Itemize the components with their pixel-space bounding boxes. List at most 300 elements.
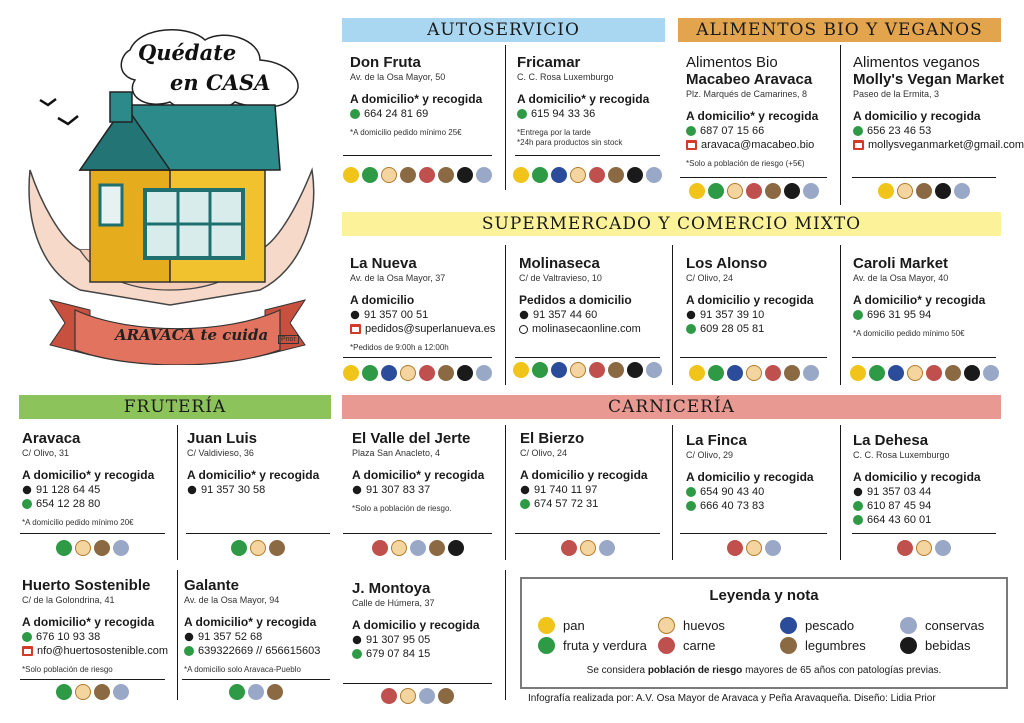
whatsapp-icon: [184, 646, 194, 656]
store-contact-line[interactable]: [686, 486, 836, 498]
bebidas-category-icon: [964, 365, 980, 381]
store-service: A domicilio y recogida: [853, 109, 981, 123]
legend-item-conservas: [900, 617, 984, 634]
huevos-category-icon: [580, 540, 596, 556]
divider: [515, 155, 660, 156]
store-category-icons: [689, 183, 819, 199]
legumbres-category-icon: [429, 540, 445, 556]
store-macabeo: [686, 54, 836, 169]
bebidas-category-icon: [457, 167, 473, 183]
carne-category-icon: [765, 365, 781, 381]
carne-category-icon: [897, 540, 913, 556]
conservas-category-icon: [935, 540, 951, 556]
conservas-category-icon: [954, 183, 970, 199]
store-category-icons: [513, 167, 662, 183]
store-address: Av. de la Osa Mayor, 50: [350, 72, 446, 82]
whatsapp-icon: [686, 487, 696, 497]
section-carniceria-title: CARNICERÍA: [608, 397, 735, 417]
store-address: C/ Olivo, 24: [520, 448, 568, 458]
bebidas-legend-icon: [900, 637, 917, 654]
store-address: C/ Olivo, 29: [686, 450, 734, 460]
section-autoservicio: [342, 18, 665, 42]
bebidas-category-icon: [784, 183, 800, 199]
store-name: Huerto Sostenible: [22, 577, 151, 594]
bebidas-category-icon: [627, 167, 643, 183]
huevos-legend-icon: [658, 617, 675, 634]
store-name: La Dehesa: [853, 432, 929, 449]
store-contact-line[interactable]: [22, 498, 172, 510]
store-category-icons: [561, 540, 615, 556]
store-contact-line[interactable]: [22, 645, 172, 657]
pescado-category-icon: [551, 167, 567, 183]
divider: [343, 683, 492, 684]
store-contact-line[interactable]: [22, 631, 172, 643]
hero-title-line1: Quédate: [138, 40, 237, 65]
huevos-category-icon: [391, 540, 407, 556]
bebidas-category-icon: [935, 183, 951, 199]
legumbres-category-icon: [438, 365, 454, 381]
conservas-category-icon: [803, 365, 819, 381]
legumbres-category-icon: [608, 362, 624, 378]
divider: [852, 177, 996, 178]
legend-note-pre: Se considera: [586, 665, 648, 676]
store-name: Fricamar: [517, 54, 581, 71]
pescado-category-icon: [381, 365, 397, 381]
hero-signature: Prior: [278, 335, 299, 344]
divider: [343, 533, 492, 534]
fruta-category-icon: [231, 540, 247, 556]
store-juanluis: [187, 430, 337, 496]
legumbres-category-icon: [608, 167, 624, 183]
store-fricamar: [517, 54, 667, 148]
store-contact-line[interactable]: [853, 514, 1003, 526]
store-note: *A domicilio pedido mínimo 20€: [22, 518, 134, 527]
store-losalonso: [686, 255, 836, 335]
huevos-category-icon: [75, 684, 91, 700]
divider: [852, 357, 996, 358]
store-service: A domicilio* y recogida: [352, 468, 485, 482]
column-divider: [505, 245, 506, 385]
fruta-category-icon: [229, 684, 245, 700]
store-address: C. C. Rosa Luxemburgo: [517, 72, 614, 82]
contact-text: 91 307 83 37: [366, 484, 431, 496]
legumbres-category-icon: [945, 365, 961, 381]
store-service: A domicilio* y recogida: [184, 615, 317, 629]
store-service: A domicilio y recogida: [853, 470, 981, 484]
store-service: A domicilio* y recogida: [853, 293, 986, 307]
fruta-category-icon: [56, 684, 72, 700]
store-category-icons: [343, 365, 492, 381]
legumbres-category-icon: [94, 684, 110, 700]
legend-item-bebidas: [900, 637, 971, 654]
conservas-category-icon: [476, 167, 492, 183]
whatsapp-icon: [352, 649, 362, 659]
store-category-icons: [689, 365, 819, 381]
store-aravaca: [22, 430, 172, 528]
legumbres-legend-icon: [780, 637, 797, 654]
conservas-category-icon: [248, 684, 264, 700]
legend-item-carne: [658, 637, 716, 654]
store-contact-line[interactable]: [853, 139, 1024, 151]
legend-item-huevos: [658, 617, 725, 634]
fruta-category-icon: [532, 167, 548, 183]
store-note: *Solo a población de riesgo (+5€): [686, 159, 805, 168]
contact-text: nfo@huertosostenible.com: [37, 645, 169, 657]
store-bierzo: [520, 430, 670, 510]
divider: [186, 533, 330, 534]
store-contact-line[interactable]: [520, 498, 670, 510]
store-name: El Valle del Jerte: [352, 430, 471, 447]
legend-label: pan: [563, 618, 585, 633]
pan-legend-icon: [538, 617, 555, 634]
store-name: Aravaca: [22, 430, 81, 447]
store-service: Pedidos a domicilio: [519, 293, 632, 307]
store-contact-line[interactable]: [352, 634, 502, 646]
whatsapp-icon: [853, 126, 863, 136]
conservas-category-icon: [419, 688, 435, 704]
pan-category-icon: [513, 362, 529, 378]
store-service: A domicilio y recogida: [686, 293, 814, 307]
carne-category-icon: [746, 183, 762, 199]
store-address: C/ de la Golondrina, 41: [22, 595, 115, 605]
store-mollys: [853, 54, 1024, 151]
legend-box: [520, 577, 1008, 689]
store-address: Calle de Húmera, 37: [352, 598, 435, 608]
column-divider: [840, 245, 841, 385]
bebidas-category-icon: [457, 365, 473, 381]
store-note: *A domicilio pedido mínimo 50€: [853, 329, 965, 338]
store-category-label: Alimentos Bio: [686, 54, 778, 71]
legumbres-category-icon: [438, 688, 454, 704]
store-category-label: Alimentos veganos: [853, 54, 980, 71]
pan-category-icon: [343, 167, 359, 183]
column-divider: [672, 245, 673, 385]
legend-note: [522, 665, 1006, 676]
contact-text: aravaca@macabeo.bio: [701, 139, 815, 151]
contact-text: 91 128 64 45: [36, 484, 101, 496]
store-donfruta: [350, 54, 500, 138]
pescado-category-icon: [888, 365, 904, 381]
store-address: C/ Olivo, 31: [22, 448, 70, 458]
carne-category-icon: [727, 540, 743, 556]
huevos-category-icon: [907, 365, 923, 381]
legend-label: pescado: [805, 618, 855, 633]
section-fruteria: [19, 395, 331, 419]
divider: [680, 177, 827, 178]
whatsapp-icon: [686, 126, 696, 136]
whatsapp-icon: [686, 501, 696, 511]
store-contact-line[interactable]: [686, 125, 836, 137]
store-valle: [352, 430, 502, 514]
store-contact-line[interactable]: [686, 323, 836, 335]
store-galante: [184, 577, 334, 675]
store-name: Juan Luis: [187, 430, 258, 447]
legumbres-category-icon: [916, 183, 932, 199]
mail-icon: [686, 140, 697, 150]
divider: [680, 533, 827, 534]
store-category-icons: [850, 365, 999, 381]
conservas-category-icon: [983, 365, 999, 381]
legumbres-category-icon: [400, 167, 416, 183]
column-divider: [505, 425, 506, 560]
store-category-icons: [56, 540, 129, 556]
column-divider: [672, 425, 673, 560]
store-name: J. Montoya: [352, 580, 431, 597]
conservas-legend-icon: [900, 617, 917, 634]
legend-item-pan: [538, 617, 585, 634]
contact-text: 91 740 11 97: [534, 484, 598, 496]
huevos-category-icon: [400, 365, 416, 381]
whatsapp-icon: [350, 109, 360, 119]
store-contact-line[interactable]: [853, 309, 1003, 321]
pan-category-icon: [878, 183, 894, 199]
huevos-category-icon: [746, 540, 762, 556]
store-contact-line[interactable]: [350, 309, 500, 321]
section-bio-title: ALIMENTOS BIO Y VEGANOS: [696, 20, 983, 40]
carne-category-icon: [589, 167, 605, 183]
divider: [515, 357, 660, 358]
contact-text: 664 24 81 69: [364, 108, 429, 120]
divider: [20, 679, 165, 680]
whatsapp-icon: [686, 324, 696, 334]
store-contact-line[interactable]: [853, 125, 1003, 137]
credit-line: Infografía realizada por: A.V. Osa Mayor de Aravaca y Peña Aravaqueña. Diseño: Lidia Prior: [528, 693, 936, 704]
store-note: *A domicilio solo Aravaca-Pueblo: [184, 665, 301, 674]
conservas-category-icon: [113, 684, 129, 700]
store-contact-line[interactable]: [350, 323, 500, 335]
store-contact-line[interactable]: [686, 500, 836, 512]
contact-text: 679 07 84 15: [366, 648, 431, 660]
store-name: Molinaseca: [519, 255, 600, 272]
carne-category-icon: [372, 540, 388, 556]
pescado-category-icon: [551, 362, 567, 378]
store-contact-line[interactable]: [686, 309, 836, 321]
huevos-category-icon: [570, 362, 586, 378]
conservas-category-icon: [599, 540, 615, 556]
divider: [20, 533, 165, 534]
whatsapp-icon: [853, 310, 863, 320]
phone-icon: [23, 486, 32, 495]
store-name: Molly's Vegan Market: [853, 71, 1005, 88]
contact-text: 696 31 95 94: [867, 309, 932, 321]
fruta-category-icon: [56, 540, 72, 556]
carne-legend-icon: [658, 637, 675, 654]
carne-category-icon: [926, 365, 942, 381]
store-address: Plz. Marqués de Camarines, 8: [686, 89, 808, 99]
store-category-icons: [381, 688, 454, 704]
huevos-category-icon: [897, 183, 913, 199]
contact-text: 91 307 95 05: [366, 634, 431, 646]
carne-category-icon: [561, 540, 577, 556]
section-supermercado: [342, 212, 1001, 236]
store-contact-line[interactable]: [517, 108, 667, 120]
legend-note-post: mayores de 65 años con patologías previas.: [742, 665, 942, 676]
contact-text: 654 90 43 40: [700, 486, 765, 498]
phone-icon: [188, 486, 197, 495]
pan-category-icon: [850, 365, 866, 381]
pescado-legend-icon: [780, 617, 797, 634]
legumbres-category-icon: [269, 540, 285, 556]
legend-note-bold: población de riesgo: [647, 665, 743, 676]
store-contact-line[interactable]: [184, 631, 334, 643]
store-contact-line[interactable]: [187, 484, 337, 496]
store-contact-line[interactable]: [350, 108, 500, 120]
store-contact-line[interactable]: [686, 139, 836, 151]
contact-text: 91 357 03 44: [867, 486, 932, 498]
contact-text: 91 357 00 51: [364, 309, 429, 321]
store-contact-line[interactable]: [22, 484, 172, 496]
contact-text: 91 357 39 10: [700, 309, 765, 321]
store-name: La Finca: [686, 432, 747, 449]
divider: [852, 533, 996, 534]
store-category-icons: [727, 540, 781, 556]
divider: [515, 533, 660, 534]
legumbres-category-icon: [267, 684, 283, 700]
column-divider: [840, 425, 841, 560]
legend-label: fruta y verdura: [563, 638, 647, 653]
conservas-category-icon: [803, 183, 819, 199]
bebidas-category-icon: [448, 540, 464, 556]
contact-text: 654 12 28 80: [36, 498, 101, 510]
store-service: A domicilio y recogida: [686, 470, 814, 484]
legend-label: legumbres: [805, 638, 866, 653]
store-note: *Pedidos de 9:00h a 12:00h: [350, 343, 449, 352]
mail-icon: [853, 140, 864, 150]
store-category-icons: [878, 183, 970, 199]
store-category-icons: [229, 684, 283, 700]
bebidas-category-icon: [627, 362, 643, 378]
legend-label: conservas: [925, 618, 985, 633]
phone-icon: [520, 311, 529, 320]
store-address: Plaza San Anacleto, 4: [352, 448, 441, 458]
store-address: C/ de Valtravieso, 10: [519, 273, 602, 283]
legumbres-category-icon: [765, 183, 781, 199]
fruta-category-icon: [708, 183, 724, 199]
contact-text: 639322669 // 656615603: [198, 645, 321, 657]
phone-icon: [353, 486, 362, 495]
store-name: El Bierzo: [520, 430, 585, 447]
phone-icon: [185, 633, 194, 642]
store-category-icons: [513, 362, 662, 378]
globe-icon: [519, 325, 528, 334]
conservas-category-icon: [646, 167, 662, 183]
conservas-category-icon: [765, 540, 781, 556]
store-contact-line[interactable]: [519, 309, 669, 321]
conservas-category-icon: [113, 540, 129, 556]
divider: [343, 155, 492, 156]
contact-text: mollysveganmarket@gmail.com: [868, 139, 1024, 151]
store-service: A domicilio: [350, 293, 415, 307]
mail-icon: [22, 646, 33, 656]
huevos-category-icon: [381, 167, 397, 183]
store-note: *Entrega por la tarde *24h para productos sin stock: [517, 128, 623, 147]
contact-text: 609 28 05 81: [700, 323, 765, 335]
store-name: Galante: [184, 577, 240, 594]
store-name: Los Alonso: [686, 255, 768, 272]
store-lanueva: [350, 255, 500, 353]
whatsapp-icon: [22, 632, 32, 642]
store-name: Caroli Market: [853, 255, 949, 272]
store-contact-line[interactable]: [519, 323, 669, 335]
section-autoservicio-title: AUTOSERVICIO: [427, 20, 580, 40]
fruta-category-icon: [708, 365, 724, 381]
store-category-icons: [56, 684, 129, 700]
pan-category-icon: [689, 365, 705, 381]
carne-category-icon: [419, 365, 435, 381]
store-lafinca: [686, 432, 836, 512]
column-divider: [177, 425, 178, 560]
store-name: Macabeo Aravaca: [686, 71, 813, 88]
hero-illustration: [20, 20, 330, 365]
store-category-icons: [897, 540, 951, 556]
huevos-category-icon: [400, 688, 416, 704]
contact-text: 687 07 15 66: [700, 125, 765, 137]
store-contact-line[interactable]: [853, 486, 1003, 498]
column-divider: [505, 45, 506, 190]
contact-text: 91 357 44 60: [533, 309, 598, 321]
conservas-category-icon: [410, 540, 426, 556]
divider: [182, 679, 330, 680]
store-address: C/ Valdivieso, 36: [187, 448, 254, 458]
fruta-category-icon: [532, 362, 548, 378]
whatsapp-icon: [853, 515, 863, 525]
store-address: C. C. Rosa Luxemburgo: [853, 450, 950, 460]
store-contact-line[interactable]: [853, 500, 1003, 512]
store-huerto: [22, 577, 172, 675]
store-service: A domicilio y recogida: [520, 468, 648, 482]
contact-text: 664 43 60 01: [867, 514, 932, 526]
column-divider: [177, 570, 178, 700]
carne-category-icon: [589, 362, 605, 378]
phone-icon: [687, 311, 696, 320]
store-contact-line[interactable]: [184, 645, 334, 657]
conservas-category-icon: [476, 365, 492, 381]
legumbres-category-icon: [438, 167, 454, 183]
contact-text: 610 87 45 94: [867, 500, 932, 512]
contact-text: 91 357 52 68: [198, 631, 263, 643]
contact-text: pedidos@superlanueva.es: [365, 323, 496, 335]
column-divider: [505, 570, 506, 700]
legend-label: huevos: [683, 618, 725, 633]
whatsapp-icon: [853, 501, 863, 511]
contact-text: 674 57 72 31: [534, 498, 599, 510]
store-contact-line[interactable]: [520, 484, 670, 496]
store-contact-line[interactable]: [352, 484, 502, 496]
store-service: A domicilio* y recogida: [22, 615, 155, 629]
store-contact-line[interactable]: [352, 648, 502, 660]
fruta-legend-icon: [538, 637, 555, 654]
huevos-category-icon: [916, 540, 932, 556]
whatsapp-icon: [517, 109, 527, 119]
store-note: *Solo a población de riesgo.: [352, 504, 452, 513]
legumbres-category-icon: [94, 540, 110, 556]
store-service: A domicilio* y recogida: [187, 468, 320, 482]
store-service: A domicilio* y recogida: [22, 468, 155, 482]
section-bio-veganos: [678, 18, 1001, 42]
legend-item-pescado: [780, 617, 854, 634]
store-montoya: [352, 580, 502, 660]
store-address: Av. de la Osa Mayor, 40: [853, 273, 949, 283]
section-super-title: SUPERMERCADO Y COMERCIO MIXTO: [481, 214, 862, 234]
contact-text: 91 357 30 58: [201, 484, 266, 496]
store-note: *A domicilio pedido mínimo 25€: [350, 128, 462, 137]
store-name: Don Fruta: [350, 54, 421, 71]
carne-category-icon: [419, 167, 435, 183]
legend-label: bebidas: [925, 638, 971, 653]
store-service: A domicilio* y recogida: [517, 92, 650, 106]
phone-icon: [353, 636, 362, 645]
pan-category-icon: [513, 167, 529, 183]
